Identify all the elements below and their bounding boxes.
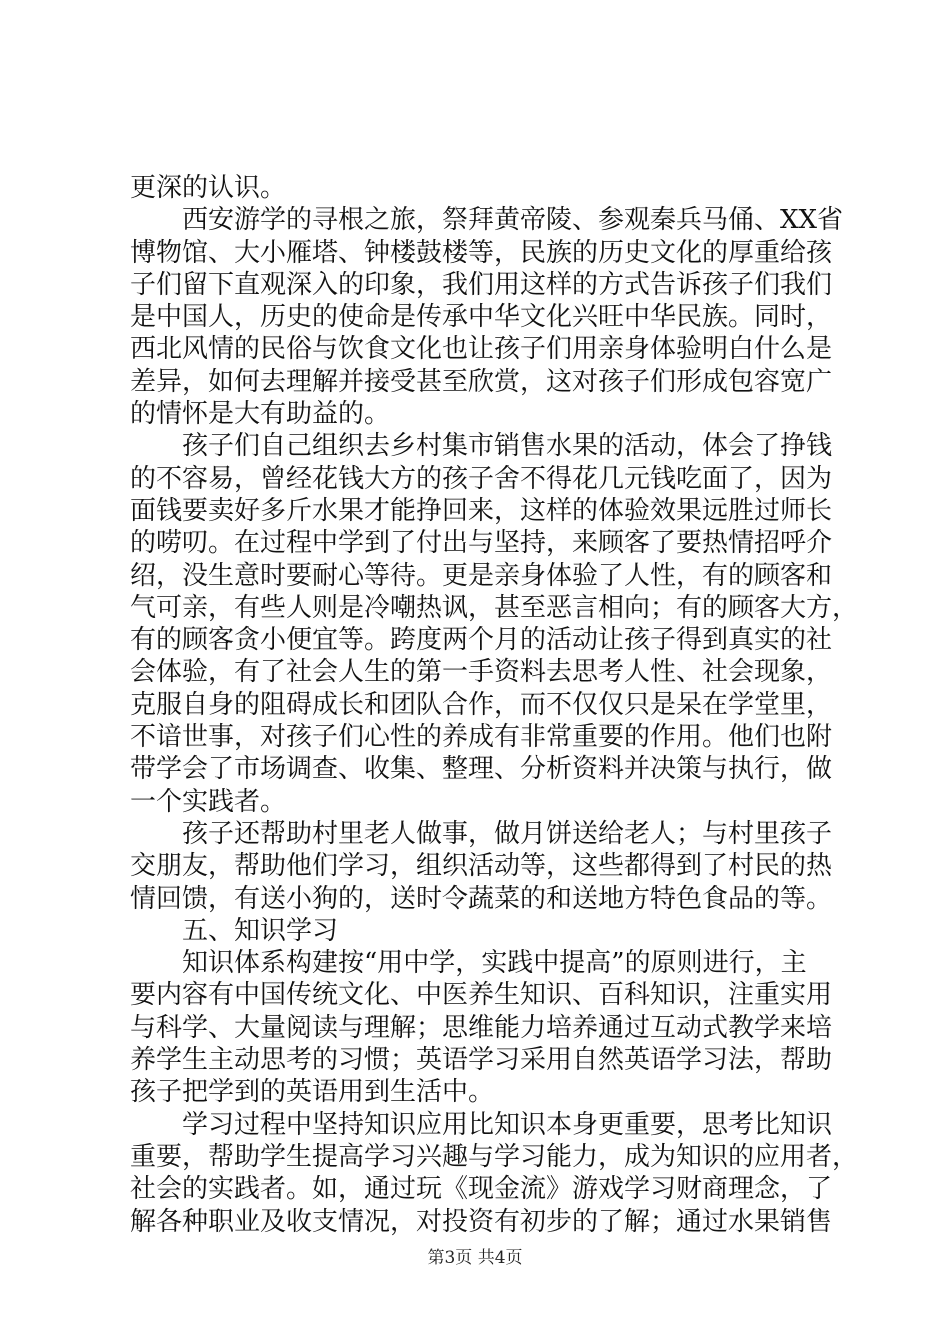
text-line: 带学会了市场调查、收集、整理、分析资料并决策与执行，做	[130, 754, 833, 785]
page-footer: 第3页 共4页	[427, 1248, 523, 1268]
text-line: 西安游学的寻根之旅，祭拜黄帝陵、参观秦兵马俑、XX省	[182, 205, 844, 236]
text-line: 一个实践者。	[130, 786, 287, 817]
text-line: 与科学、大量阅读与理解；思维能力培养通过互动式教学来培	[130, 1012, 833, 1043]
text-line: 解各种职业及收支情况，对投资有初步的了解；通过水果销售	[130, 1206, 833, 1237]
text-line: 是中国人，历史的使命是传承中华文化兴旺中华民族。同时，	[130, 302, 833, 333]
text-line: 知识体系构建按“用中学，实践中提高”的原则进行，主	[182, 948, 807, 979]
text-line: 会体验，有了社会人生的第一手资料去思考人性、社会现象，	[130, 657, 833, 688]
text-line: 五、知识学习	[182, 915, 339, 946]
text-line: 子们留下直观深入的印象，我们用这样的方式告诉孩子们我们	[130, 269, 833, 300]
body-text	[130, 172, 859, 1238]
text-line: 要内容有中国传统文化、中医养生知识、百科知识，注重实用	[130, 980, 833, 1011]
text-line: 西北风情的民俗与饮食文化也让孩子们用亲身体验明白什么是	[130, 334, 833, 365]
text-line: 情回馈，有送小狗的，送时令蔬菜的和送地方特色食品的等。	[130, 883, 833, 914]
text-line: 博物馆、大小雁塔、钟楼鼓楼等，民族的历史文化的厚重给孩	[130, 237, 833, 268]
text-line: 孩子们自己组织去乡村集市销售水果的活动，体会了挣钱	[182, 431, 833, 462]
text-line: 克服自身的阻碍成长和团队合作，而不仅仅只是呆在学堂里，	[130, 689, 833, 720]
text-line: 绍，没生意时要耐心等待。更是亲身体验了人性，有的顾客和	[130, 560, 833, 591]
text-line: 气可亲，有些人则是冷嘲热讽，甚至恶言相向；有的顾客大方，	[130, 592, 859, 623]
text-line: 孩子还帮助村里老人做事，做月饼送给老人；与村里孩子	[182, 818, 833, 849]
text-line: 的唠叨。在过程中学到了付出与坚持，来顾客了要热情招呼介	[130, 528, 833, 559]
text-line: 学习过程中坚持知识应用比知识本身更重要，思考比知识	[182, 1109, 833, 1140]
text-line: 面钱要卖好多斤水果才能挣回来，这样的体验效果远胜过师长	[130, 495, 833, 526]
text-line: 的不容易，曾经花钱大方的孩子舍不得花几元钱吃面了，因为	[130, 463, 833, 494]
text-line: 交朋友，帮助他们学习，组织活动等，这些都得到了村民的热	[130, 851, 833, 882]
text-line: 不谙世事，对孩子们心性的养成有非常重要的作用。他们也附	[130, 722, 833, 753]
text-line: 更深的认识。	[130, 173, 287, 203]
text-line: 重要，帮助学生提高学习兴趣与学习能力，成为知识的应用者，	[130, 1141, 859, 1172]
text-line: 有的顾客贪小便宜等。跨度两个月的活动让孩子得到真实的社	[130, 625, 833, 656]
text-line: 社会的实践者。如，通过玩《现金流》游戏学习财商理念，了	[130, 1174, 833, 1205]
text-line: 养学生主动思考的习惯；英语学习采用自然英语学习法，帮助	[130, 1045, 833, 1076]
text-line: 差异，如何去理解并接受甚至欣赏，这对孩子们形成包容宽广	[130, 366, 833, 397]
text-line: 孩子把学到的英语用到生活中。	[130, 1077, 495, 1108]
text-line: 的情怀是大有助益的。	[130, 399, 391, 430]
